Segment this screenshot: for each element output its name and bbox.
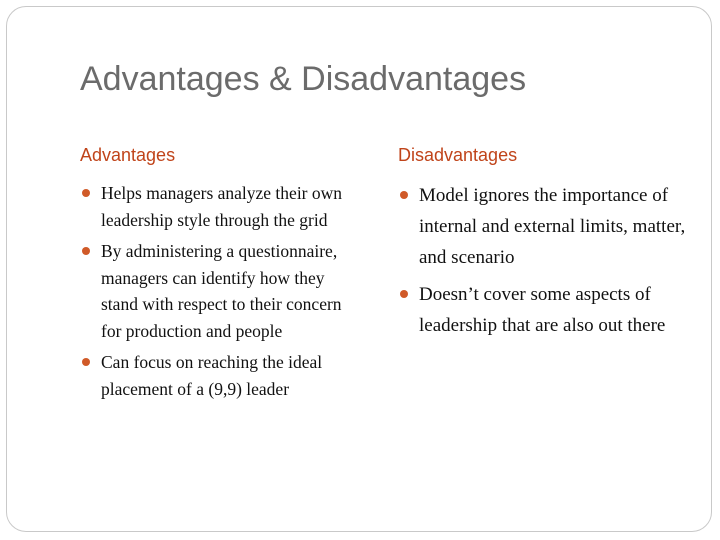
advantages-heading: Advantages	[80, 145, 176, 165]
advantage-text: Can focus on reaching the ideal placement of a (9,9) leader	[101, 352, 323, 399]
disadvantages-column	[398, 145, 688, 347]
bullet-icon	[82, 247, 90, 255]
advantage-text: By administering a questionnaire, managers can identify how they stand with respect to their concern for production and people	[101, 241, 342, 341]
disadvantage-text: Model ignores the importance of internal and external limits, matter, and scenario	[419, 185, 686, 268]
advantage-item	[80, 349, 360, 402]
advantages-column	[80, 145, 360, 407]
disadvantage-item	[398, 279, 688, 341]
bullet-icon	[82, 358, 90, 366]
advantage-text: Helps managers analyze their own leadership style through the grid	[101, 183, 343, 230]
disadvantages-list	[398, 180, 688, 341]
slide-title: Advantages & Disadvantages	[80, 60, 527, 98]
advantage-item	[80, 180, 360, 233]
bullet-icon	[400, 191, 408, 199]
advantages-list	[80, 180, 360, 402]
disadvantages-heading: Disadvantages	[398, 145, 518, 165]
bullet-icon	[400, 290, 408, 298]
disadvantage-text: Doesn’t cover some aspects of leadership that are also out there	[419, 284, 666, 336]
bullet-icon	[82, 189, 90, 197]
disadvantage-item	[398, 180, 688, 273]
advantage-item	[80, 238, 360, 344]
